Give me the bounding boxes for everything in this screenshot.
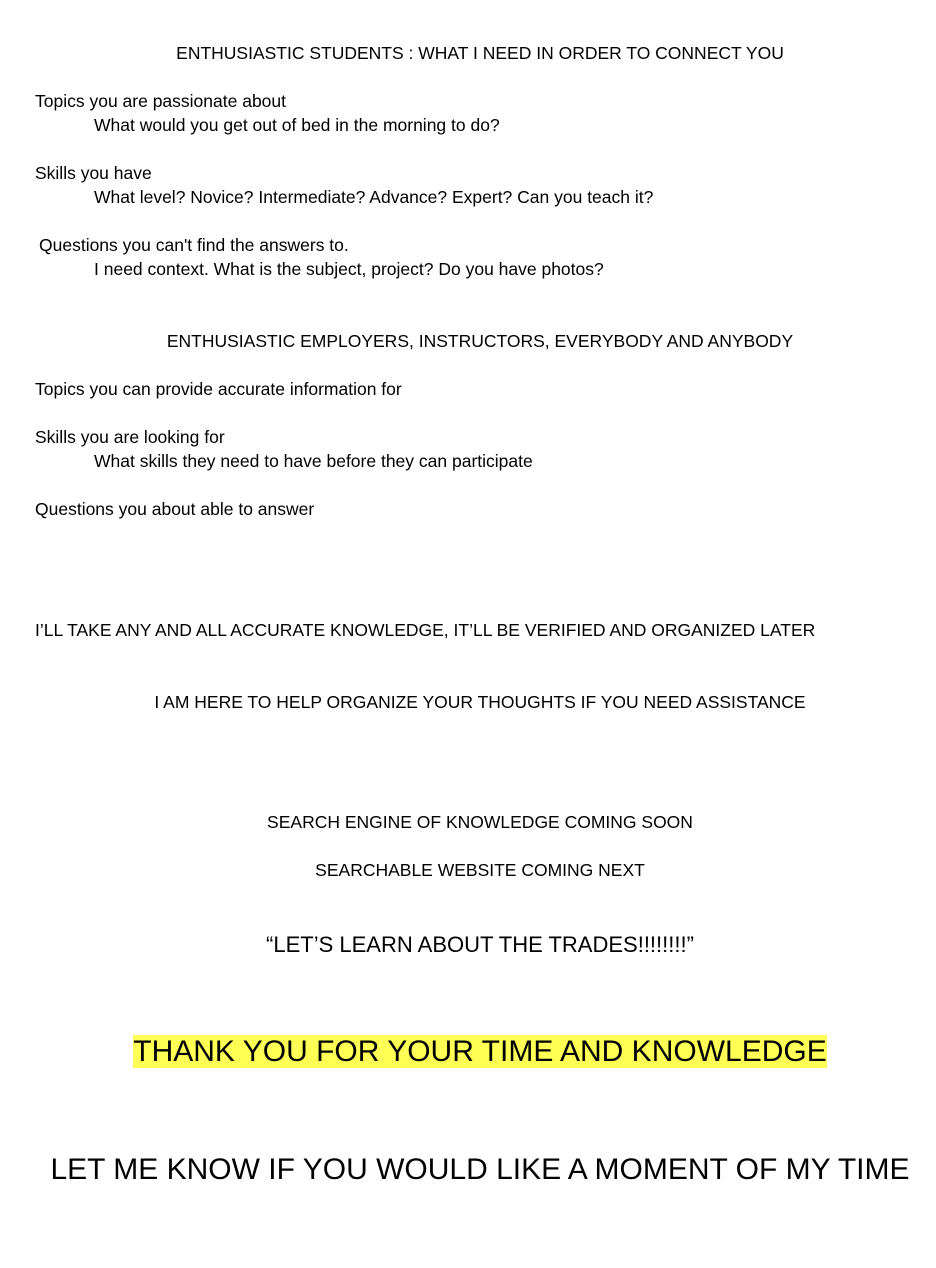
trades-quote: “LET’S LEARN ABOUT THE TRADES!!!!!!!!”: [266, 932, 694, 957]
employers-skills-detail: What skills they need to have before they can participate: [94, 451, 533, 471]
students-heading: ENTHUSIASTIC STUDENTS : WHAT I NEED IN ORDER TO CONNECT YOU: [176, 43, 784, 63]
thanks-line: [0, 1033, 936, 1071]
students-topics-label: Topics you are passionate about: [35, 91, 286, 111]
students-questions-detail: I need context. What is the subject, project? Do you have photos?: [94, 259, 604, 279]
students-skills-label: Skills you have: [35, 163, 152, 183]
thanks-highlight: THANK YOU FOR YOUR TIME AND KNOWLEDGE: [133, 1035, 827, 1068]
website-note: SEARCHABLE WEBSITE COMING NEXT: [315, 860, 645, 880]
search-engine-note: SEARCH ENGINE OF KNOWLEDGE COMING SOON: [267, 812, 693, 832]
employers-topics-label: Topics you can provide accurate information for: [35, 379, 402, 399]
knowledge-note: I’LL TAKE ANY AND ALL ACCURATE KNOWLEDGE, IT’LL BE VERIFIED AND ORGANIZED LATER: [35, 620, 816, 640]
students-skills-detail: What level? Novice? Intermediate? Advance? Expert? Can you teach it?: [94, 187, 654, 207]
students-topics-detail: What would you get out of bed in the morning to do?: [94, 115, 500, 135]
employers-heading: ENTHUSIASTIC EMPLOYERS, INSTRUCTORS, EVERYBODY AND ANYBODY: [166, 331, 794, 351]
employers-skills-label: Skills you are looking for: [35, 427, 225, 447]
students-questions-label: Questions you can't find the answers to.: [39, 235, 349, 255]
employers-questions-label: Questions you about able to answer: [35, 499, 315, 519]
help-note: I AM HERE TO HELP ORGANIZE YOUR THOUGHTS IF YOU NEED ASSISTANCE: [154, 692, 806, 712]
contact-line: LET ME KNOW IF YOU WOULD LIKE A MOMENT OF MY TIME: [50, 1153, 910, 1186]
